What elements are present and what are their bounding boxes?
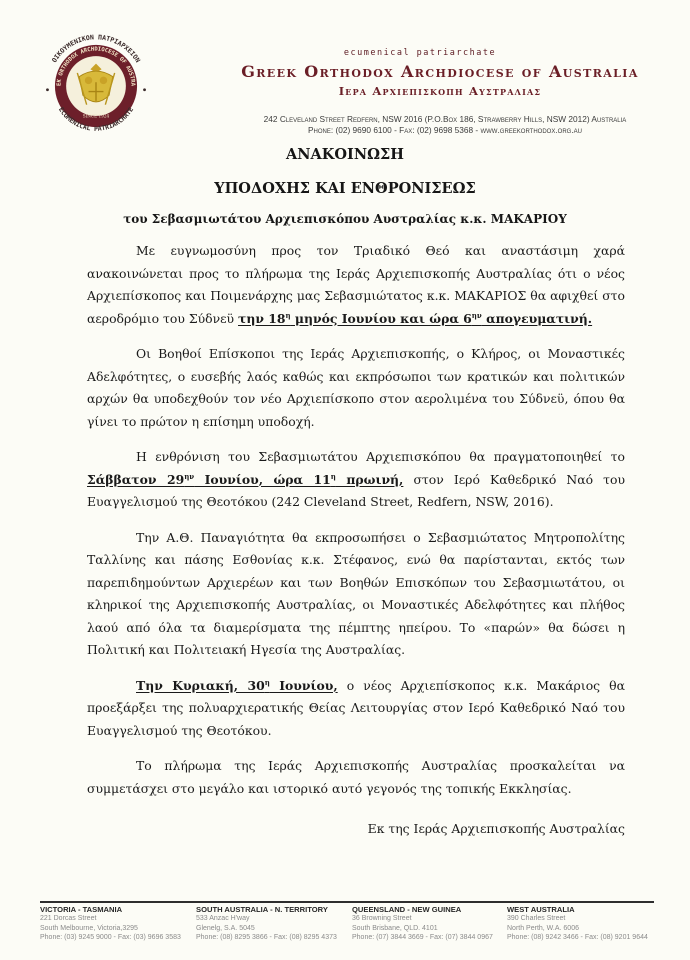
footer-office (196, 905, 337, 943)
letterhead-address (200, 114, 690, 136)
office-phone: Phone: (08) 8295 3866 - Fax: (08) 8295 4373 (196, 934, 337, 942)
paragraph-reception: Οι Βοηθοί Επίσκοποι της Ιεράς Αρχιεπισκοπής, ο Κλήρος, οι Μοναστικές Αδελφότητες, ο ευσεβής λαός καθώς και εκπρόσωποι των κρατικών και πολιτικών αρχών θα υποδεχθούν τον νέο Αρχιεπίσκοπο στον αερολιμένα του Σύδνεϋ, όπου θα γίνει το πρώτον η επίσημη υποδοχή. (87, 346, 625, 429)
subject-heading: ΥΠΟΔΟΧΗΣ ΚΑΙ ΕΝΘΡΟΝΙΣΕΩΣ (214, 180, 476, 197)
enthronement-date-highlight: Σάββατον $29^{\eta\nu}$ Ιουνίου, ώρα $11^\eta$ πρωινή, (87, 471, 404, 487)
office-region: VICTORIA - TASMANIA (40, 905, 123, 914)
office-street: 221 Dorcas Street (40, 915, 97, 923)
arrival-date-highlight: την $18^\eta$ μηνός Ιουνίου και ώρα $6^{\eta\nu}$ απογευματινή. (238, 310, 593, 326)
office-street: 533 Anzac H'way (196, 915, 250, 923)
seal-inner-text: EK ORTHODOX ARCHDIOCESE OF AUSTRA (56, 46, 136, 87)
office-street: 390 Charles Street (507, 915, 566, 923)
footer-office (352, 905, 493, 943)
office-region: SOUTH AUSTRALIA - N. TERRITORY (196, 905, 328, 914)
announcement-body (87, 240, 625, 854)
seal-since-text: SINCE 1924 (82, 113, 110, 119)
office-city: South Melbourne, Victoria,3295 (40, 924, 138, 932)
office-street: 36 Browning Street (352, 915, 412, 923)
paragraph-attendees: Την Α.Θ. Παναγιότητα θα εκπροσωπήσει ο Σεβασμιώτατος Μητροπολίτης Ταλλίνης και πάσης Εσθονίας κ.κ. Στέφανος, ενώ θα παρίστανται, εκτός των παρεπιδημούντων Αρχιερέων και των Βοηθών Επισκόπων του Σεβασμιωτάτου, οι κληρικοί της Αρχιεπισκοπής Αυστραλίας, οι Μοναστικές Αδελφότητες και πλήθος λαού από όλα τα διαμερίσματα της πέμπτης ηπείρου. Το «παρών» θα δώσει η Πολιτική και Πολιτειακή Ηγεσία της Αυστραλίας. (87, 529, 625, 657)
liturgy-date-highlight: Την Κυριακή, $30^\eta$ Ιουνίου, (136, 677, 338, 693)
contact-line: Phone: (02) 9690 6100 - Fax: (02) 9698 5368 - www.greekorthodox.org.au (308, 125, 582, 135)
subtitle-heading: του Σεβασμιωτάτου Αρχιεπισκόπου Αυστραλίας κ.κ. ΜΑΚΑΡΙΟΥ (123, 212, 567, 226)
office-phone: Phone: (03) 9245 9000 - Fax: (03) 9696 3583 (40, 934, 181, 942)
footer-office (40, 905, 181, 943)
archdiocese-seal-logo (40, 30, 152, 142)
office-region: WEST AUSTRALIA (507, 905, 575, 914)
office-city: South Brisbane, QLD. 4101 (352, 924, 438, 932)
address-line: 242 Cleveland Street Redfern, NSW 2016 (P.O.Box 186, Strawberry Hills, NSW 2012) Australia (263, 114, 627, 124)
patriarchate-label: ecumenical patriarchate (343, 48, 497, 58)
organization-greek-title: Ιερα Αρχιεπισκοπη Αυστραλιας (338, 84, 542, 98)
paragraph-enthronement: Η ενθρόνιση του Σεβασμιωτάτου Αρχιεπισκόπου θα πραγματοποιηθεί το Σάββατον $29^{\eta\nu}$ Ιουνίου, ώρα $11^\eta$ πρωινή, στον Ιερό Καθεδρικό Ναό του Ευαγγελισμού της Θεοτόκου (242 Cleveland Street, Redfern, NSW, 2016). (87, 449, 626, 509)
signoff: Εκ της Ιεράς Αρχιεπισκοπής Αυστραλίας (367, 821, 625, 836)
paragraph-arrival: Με ευγνωμοσύνη προς τον Τριαδικό Θεό και αναστάσιμη χαρά ανακοινώνεται προς το πλήρωμα της Ιεράς Αρχιεπισκοπής Αυστραλίας ότι ο νέος Αρχιεπίσκοπος και Ποιμενάρχης μας Σεβασμιώτατος κ.κ. ΜΑΚΑΡΙΟΣ θα αφιχθεί στο αεροδρόμιο του Σύδνεϋ την $18^\eta$ μηνός Ιουνίου και ώρα $6^{\eta\nu}$ απογευματινή. (87, 243, 625, 326)
office-city: North Perth, W.A. 6006 (507, 924, 579, 932)
footer-office (507, 905, 648, 943)
paragraph-invitation: Το πλήρωμα της Ιεράς Αρχιεπισκοπής Αυστραλίας προσκαλείται να συμμετάσχει στο μεγάλο και ιστορικό αυτό γεγονός της τοπικής Εκκλησίας. (87, 758, 625, 796)
seal-outer-text: ΟΙΚΟΥΜΕΝΙΚΟΝ ΠΑΤΡΙΑΡΧΕΙΟΝ (50, 33, 142, 65)
office-city: Glenelg, S.A. 5045 (196, 924, 255, 932)
organization-title: Greek Orthodox Archdiocese of Australia (241, 62, 639, 81)
office-phone: Phone: (07) 3844 3669 - Fax: (07) 3844 0967 (352, 934, 493, 942)
office-phone: Phone: (08) 9242 3466 - Fax: (08) 9201 9644 (507, 934, 648, 942)
footer-divider (40, 901, 654, 903)
announcement-heading: ΑΝΑΚΟΙΝΩΣΗ (286, 146, 404, 163)
seal-bottom-text: ECUMENICAL PATRIARCHATE (56, 105, 136, 133)
office-region: QUEENSLAND - NEW GUINEA (352, 905, 462, 914)
paragraph-liturgy: Την Κυριακή, $30^\eta$ Ιουνίου, ο νέος Αρχιεπίσκοπος κ.κ. Μακάριος θα προεξάρξει της πολυαρχιερατικής Θείας Λειτουργίας στον Ιερό Καθεδρικό Ναό του Ευαγγελισμού της Θεοτόκου. (87, 677, 625, 738)
